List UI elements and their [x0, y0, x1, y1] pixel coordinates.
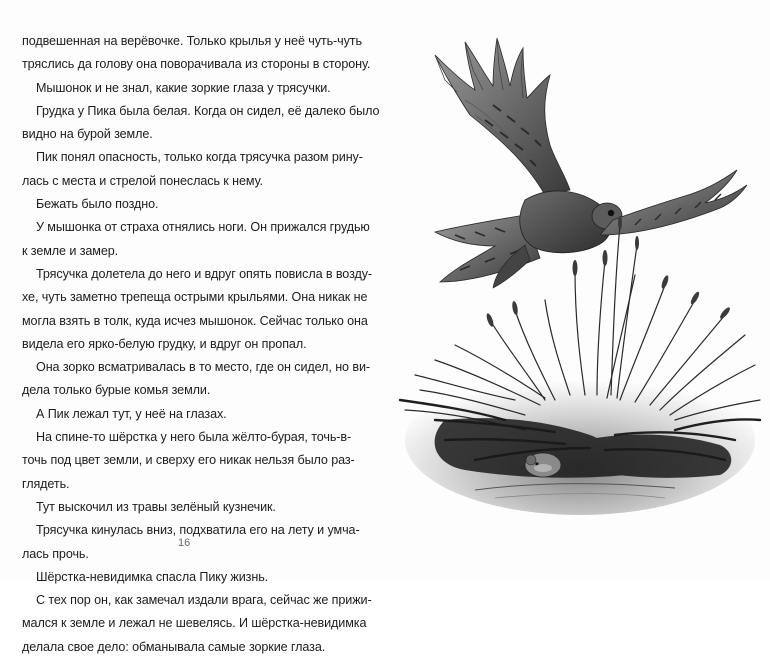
text-line: точь под цвет земли, и сверху его никак нельзя было раз-: [22, 453, 355, 468]
text-line: Трясучка долетела до него и вдруг опять повисла в возду-: [36, 266, 373, 281]
text-line: С тех пор он, как замечал издали врага, сейчас же прижи-: [36, 593, 372, 608]
text-line: У мышонка от страха отнялись ноги. Он прижался грудью: [36, 220, 370, 235]
text-line: Тут выскочил из травы зелёный кузнечик.: [36, 499, 276, 514]
text-line: Пик понял опасность, только когда трясучка разом рину-: [36, 150, 363, 165]
text-line: к земле и замер.: [22, 243, 119, 258]
grass-clump: [400, 216, 760, 515]
text-line: хе, чуть заметно трепеща острыми крыльями. Она никак не: [22, 290, 368, 305]
upper-wing: [435, 38, 570, 195]
text-line: глядеть.: [22, 476, 70, 491]
text-line: могла взять в толк, куда исчез мышонок. Сейчас только она: [22, 313, 368, 328]
story-text: [22, 30, 380, 659]
text-line: Бежать было поздно.: [36, 197, 159, 212]
kestrel-eye: [608, 210, 614, 216]
text-line: видно на бурой земле.: [22, 127, 153, 142]
text-line: Она зорко всматривалась в то место, где он сидел, но ви-: [36, 360, 370, 375]
text-line: На спине-то шёрстка у него была жёлто-бурая, точь-в-: [36, 430, 352, 445]
text-line: Грудка у Пика была белая. Когда он сидел, её далеко было: [36, 103, 380, 118]
page-number: 16: [178, 537, 191, 549]
right-wing: [600, 170, 747, 235]
kestrel: [435, 38, 747, 288]
text-line: Трясучка кинулась вниз, подхватила его на лету и умча-: [36, 523, 360, 538]
text-line: Шёрстка-невидимка спасла Пику жизнь.: [36, 569, 269, 584]
text-line: делала свое дело: обманывала самые зоркие глаза.: [22, 639, 326, 654]
text-line: лась с места и стрелой понеслась к нему.: [22, 173, 263, 188]
text-line: видела его ярко-белую грудку, и вдруг он пропал.: [22, 336, 307, 351]
text-line: лась прочь.: [22, 546, 89, 561]
text-line: А Пик лежал тут, у неё на глазах.: [36, 406, 227, 421]
text-line: дела только бурые комья земли.: [22, 383, 211, 398]
illustration-svg: [375, 20, 770, 560]
text-line: тряслись да голову она поворачивала из стороны в сторону.: [22, 57, 371, 72]
text-line: подвешенная на верёвочке. Только крылья у неё чуть-чуть: [22, 34, 362, 48]
text-line: мался к земле и лежал не шевелясь. И шёрстка-невидимка: [22, 616, 367, 631]
text-line: Мышонок и не знал, какие зоркие глаза у трясучки.: [36, 80, 331, 95]
kestrel-and-mouse-illustration: [375, 20, 770, 560]
